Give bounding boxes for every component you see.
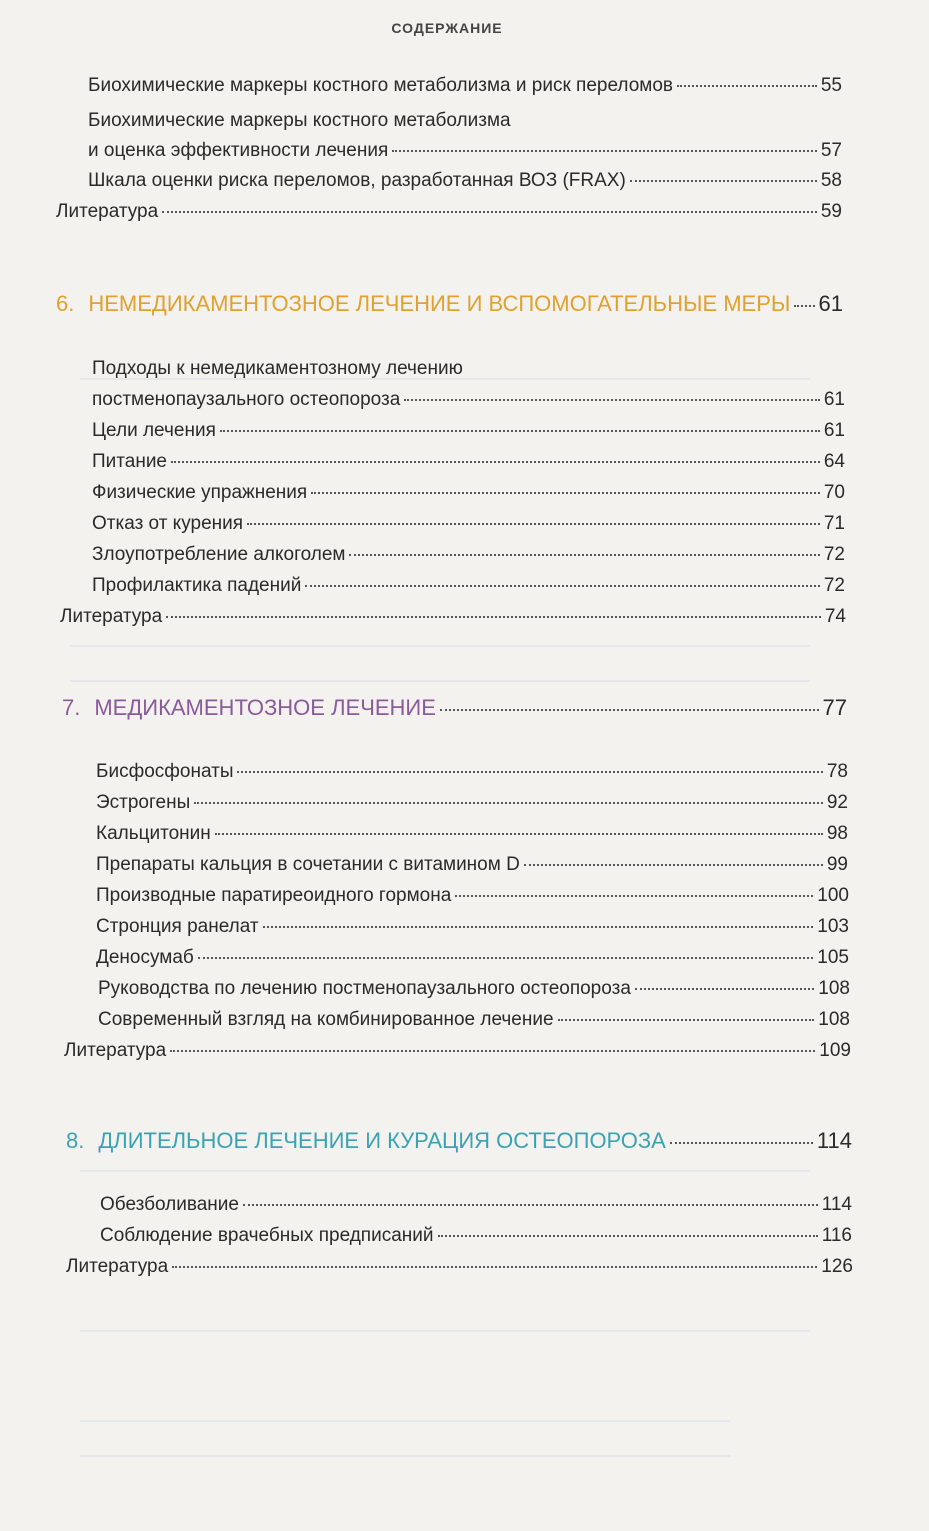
toc-entry-title: Физические упражнения [92,482,308,503]
leader-dots [670,1141,813,1144]
bleed-through-line [80,1330,810,1332]
toc-entry-page: 64 [823,451,845,472]
leader-dots [455,894,813,897]
toc-entry-page: 100 [817,885,849,906]
chapter-number: 8. [66,1128,85,1153]
toc-entry [96,884,849,908]
toc-entry-page: 114 [821,1194,852,1215]
toc-entry-title: Производные паратиреоидного гормона [96,885,452,906]
chapter-page: 61 [818,291,843,316]
toc-entry [92,388,845,412]
toc-entry-title: Кальцитонин [96,823,211,844]
toc-entry-title: постменопаузального остеопороза [92,389,401,410]
leader-dots [243,1203,818,1206]
leader-dots [170,1049,815,1052]
leader-dots [220,429,820,432]
leader-dots [438,1234,818,1237]
toc-entry [88,139,842,163]
chapter-title: МЕДИКАМЕНТОЗНОЕ ЛЕЧЕНИЕ [94,695,436,720]
toc-entry [100,1224,852,1248]
leader-dots [794,304,814,307]
leader-dots [677,84,817,87]
toc-entry [56,200,842,224]
toc-entry-page: 74 [824,606,846,627]
toc-entry [96,946,849,970]
leader-dots [524,863,823,866]
leader-dots [237,770,822,773]
leader-dots [166,615,821,618]
toc-entry [92,419,845,443]
chapter-number: 6. [56,291,75,316]
leader-dots [198,956,814,959]
toc-entry-title: Соблюдение врачебных предписаний [100,1225,434,1246]
toc-entry-page: 57 [820,140,842,161]
toc-entry [88,169,842,193]
toc-entry [92,450,845,474]
leader-dots [404,398,820,401]
leader-dots [311,491,820,494]
toc-entry-title: Руководства по лечению постменопаузального остеопороза [98,978,631,999]
toc-entry-title: Цели лечения [92,420,216,441]
toc-entry-title: Биохимические маркеры костного метаболизма [88,110,511,131]
toc-entry-page: 98 [826,823,848,844]
toc-entry-title: Питание [92,451,167,472]
leader-dots [194,801,823,804]
toc-entry-page: 58 [820,170,842,191]
toc-entry [96,791,848,815]
toc-entry [92,481,845,505]
toc-entry-title: Бисфосфонаты [96,761,234,782]
toc-entry-title: Стронция ранелат [96,916,259,937]
leader-dots [392,149,817,152]
chapter-title: НЕМЕДИКАМЕНТОЗНОЕ ЛЕЧЕНИЕ И ВСПОМОГАТЕЛЬНЫЕ МЕРЫ [88,291,791,316]
chapter-page: 114 [816,1128,852,1153]
chapter-page: 77 [822,695,847,720]
toc-entry [92,512,845,536]
toc-entry [88,74,842,98]
toc-entry-page: 99 [826,854,848,875]
toc-entry [66,1255,853,1279]
toc-entry [96,853,848,877]
toc-entry-page: 78 [826,761,848,782]
toc-entry-page: 72 [823,575,845,596]
toc-entry-page: 72 [823,544,845,565]
leader-dots [215,832,823,835]
toc-entry-page: 61 [823,389,845,410]
toc-entry-title: Литература [64,1040,167,1061]
toc-entry-title: Литература [66,1256,169,1277]
toc-entry [100,1193,852,1217]
leader-dots [440,708,819,711]
leader-dots [171,460,820,463]
leader-dots [635,987,814,990]
toc-entry-page: 116 [821,1225,852,1246]
leader-dots [263,925,814,928]
chapter-title: ДЛИТЕЛЬНОЕ ЛЕЧЕНИЕ И КУРАЦИЯ ОСТЕОПОРОЗА [98,1128,666,1153]
toc-entry-page: 108 [818,1009,850,1030]
toc-entry-title: Литература [56,201,159,222]
chapter-heading [56,290,843,318]
toc-entry-page: 55 [820,75,842,96]
leader-dots [349,553,819,556]
toc-entry-title: Биохимические маркеры костного метаболизма и риск переломов [88,75,673,96]
toc-entry-page: 61 [823,420,845,441]
toc-entry [92,574,845,598]
toc-entry-title: Современный взгляд на комбинированное лечение [98,1009,554,1030]
toc-entry [92,543,845,567]
toc-entry-title: Злоупотребление алкоголем [92,544,346,565]
toc-entry-page: 59 [820,201,842,222]
toc-entry-page: 92 [826,792,848,813]
toc-entry-title: Обезболивание [100,1194,239,1215]
bleed-through-line [80,1420,730,1422]
toc-entry-page: 108 [818,978,850,999]
toc-entry [60,605,846,629]
toc-entry [96,760,848,784]
toc-entry [98,977,850,1001]
toc-entry-title: и оценка эффективности лечения [88,140,389,161]
toc-entry-page: 126 [821,1256,853,1277]
chapter-heading [62,694,847,722]
toc-entry [98,1008,850,1032]
toc-entry-title: Деносумаб [96,947,194,968]
chapter-number: 7. [62,695,81,720]
toc-entry-title: Подходы к немедикаментозному лечению [92,358,463,379]
leader-dots [305,584,820,587]
toc-entry-page: 71 [823,513,845,534]
toc-entry-page: 109 [819,1040,851,1061]
toc-entry-title: Литература [60,606,163,627]
bleed-through-line [80,1455,730,1457]
page-header: СОДЕРЖАНИЕ [391,20,503,36]
toc-entry-title: Профилактика падений [92,575,302,596]
leader-dots [162,210,817,213]
leader-dots [558,1018,815,1021]
leader-dots [630,179,817,182]
chapter-heading [66,1127,852,1155]
toc-entry [96,822,848,846]
toc-entry-page: 103 [817,916,849,937]
toc-entry-title: Шкала оценки риска переломов, разработанная ВОЗ (FRAX) [88,170,626,191]
leader-dots [247,522,820,525]
toc-entry-title: Препараты кальция в сочетании с витамином D [96,854,520,875]
bleed-through-line [80,1170,810,1172]
toc-entry [96,915,849,939]
toc-entry-page: 70 [823,482,845,503]
toc-entry-title: Эстрогены [96,792,191,813]
bleed-through-line [70,680,810,682]
leader-dots [172,1265,817,1268]
bleed-through-line [70,645,810,647]
toc-entry-title: Отказ от курения [92,513,244,534]
toc-entry [64,1039,851,1063]
toc-entry-page: 105 [817,947,849,968]
